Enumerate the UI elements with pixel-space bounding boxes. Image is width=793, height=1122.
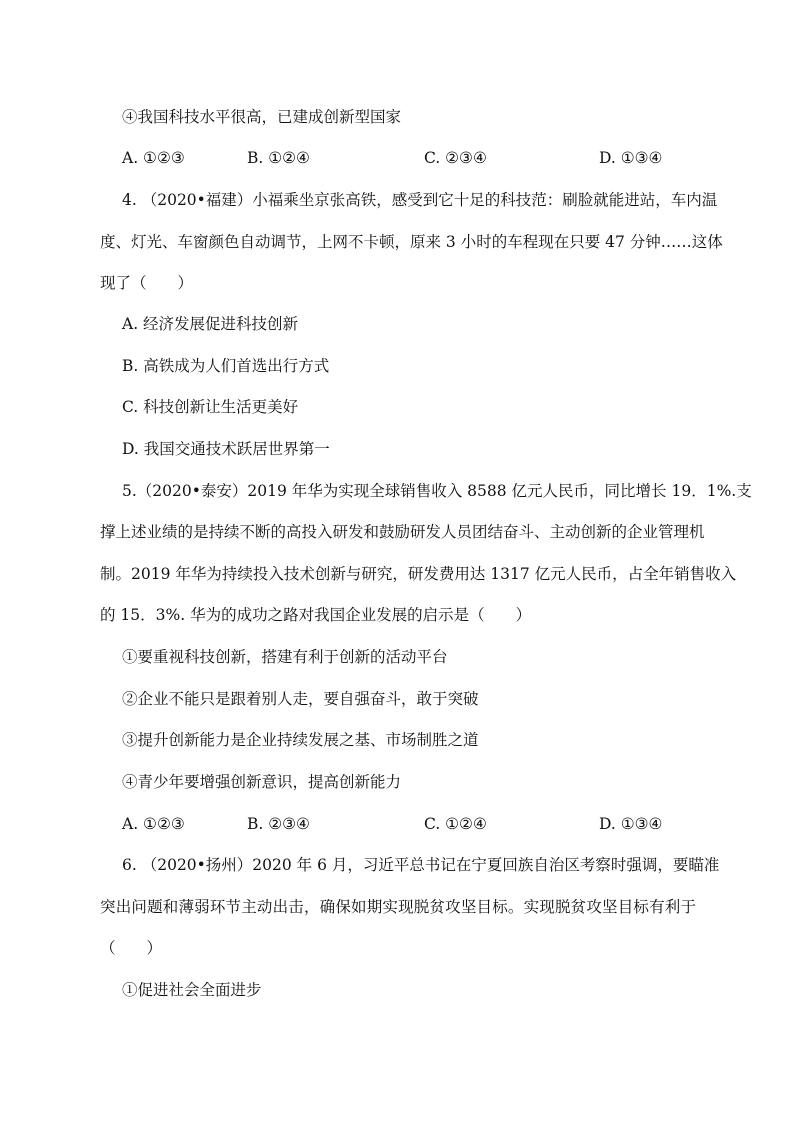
q5-option-b: B. ②③④: [247, 815, 310, 833]
q5-item-4: ④青少年要增强创新意识，提高创新能力: [122, 773, 402, 791]
q5-item-1: ①要重视科技创新，搭建有利于创新的活动平台: [122, 648, 448, 666]
q6-stem-line-2: 突出问题和薄弱环节主动出击，确保如期实现脱贫攻坚目标。实现脱贫攻坚目标有利于: [100, 898, 696, 916]
q3-option-b: B. ①②④: [247, 149, 310, 167]
q5-stem-line-2: 撑上述业绩的是持续不断的高投入研发和鼓励研发人员团结奋斗、主动创新的企业管理机: [100, 523, 705, 541]
q4-stem-line-3: 现了（ ）: [100, 274, 194, 292]
q5-option-a: A. ①②③: [122, 815, 185, 833]
q3-option-d: D. ①③④: [599, 149, 663, 167]
q4-option-c: C. 科技创新让生活更美好: [122, 398, 299, 416]
q6-stem-line-1: 6. （2020•扬州）2020 年 6 月，习近平总书记在宁夏回族自治区考察时强调，要瞄准: [122, 856, 720, 874]
q4-stem-line-2: 度、灯光、车窗颜色自动调节，上网不卡顿，原来 3 小时的车程现在只要 47 分钟……这体: [100, 233, 723, 251]
q3-item-4: ④我国科技水平很高，已建成创新型国家: [122, 108, 402, 126]
q4-option-b: B. 高铁成为人们首选出行方式: [122, 357, 330, 375]
q4-option-d: D. 我国交通技术跃居世界第一: [122, 440, 330, 458]
q6-stem-line-3: （ ）: [100, 939, 163, 957]
q5-stem-line-3: 制。2019 年华为持续投入技术创新与研究，研发费用达 1317 亿元人民币，占全年销售收入: [100, 565, 737, 583]
q3-option-c: C. ②③④: [424, 149, 487, 167]
q5-stem-line-1: 5.（2020•泰安）2019 年华为实现全球销售收入 8588 亿元人民币，同比增长 19．1%.支: [122, 482, 752, 500]
q5-item-2: ②企业不能只是跟着别人走，要自强奋斗，敢于突破: [122, 690, 479, 708]
q3-option-a: A. ①②③: [122, 149, 185, 167]
q6-item-1: ①促进社会全面进步: [122, 981, 262, 999]
q4-stem-line-1: 4. （2020•福建）小福乘坐京张高铁，感受到它十足的科技范：刷脸就能进站，车内温: [122, 191, 718, 209]
q5-item-3: ③提升创新能力是企业持续发展之基、市场制胜之道: [122, 731, 479, 749]
q4-option-a: A. 经济发展促进科技创新: [122, 315, 299, 333]
q5-option-d: D. ①③④: [599, 815, 663, 833]
q5-stem-line-4: 的 15．3%. 华为的成功之路对我国企业发展的启示是（ ）: [100, 606, 532, 624]
q5-option-c: C. ①②④: [424, 815, 487, 833]
